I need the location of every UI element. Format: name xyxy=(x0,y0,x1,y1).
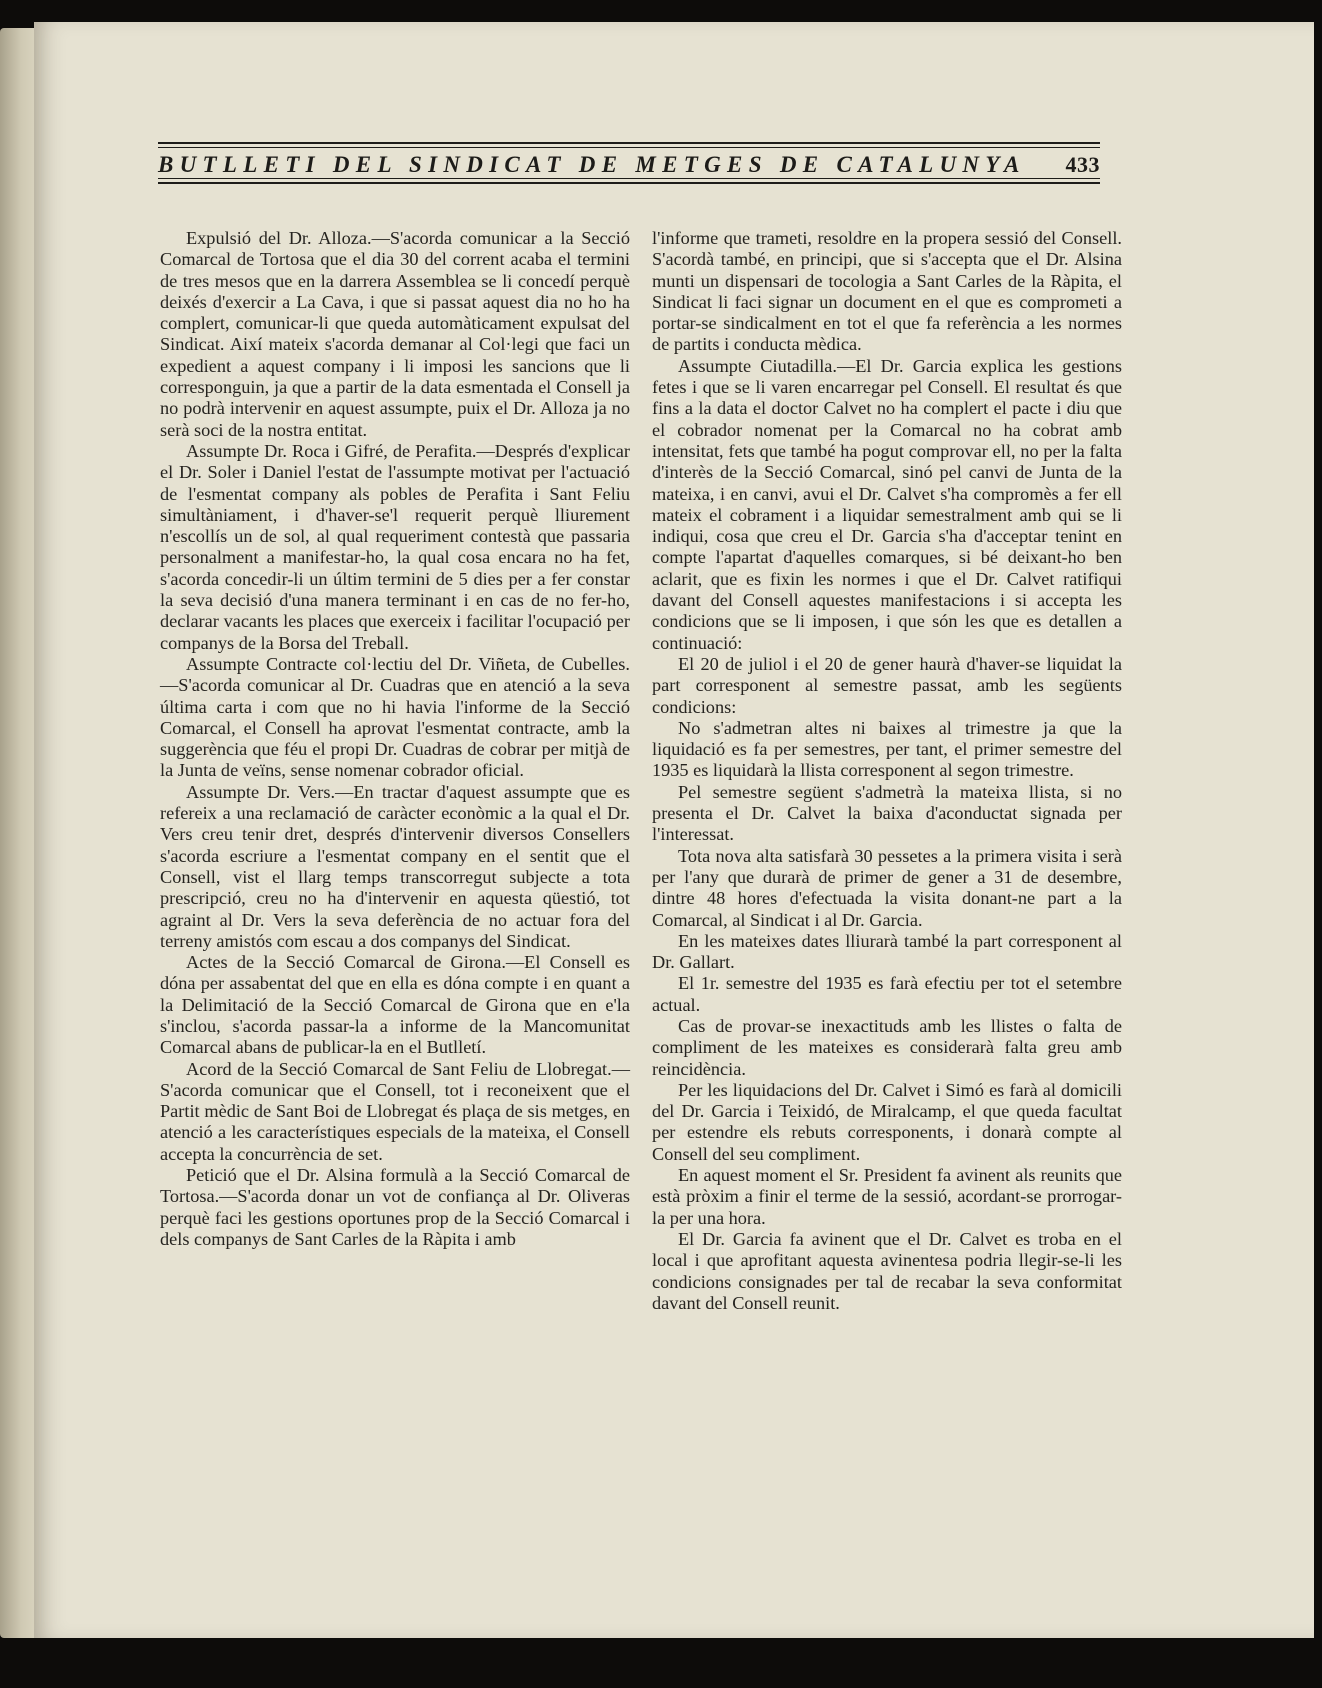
paragraph-roca-gifre: Assumpte Dr. Roca i Gifré, de Perafita.—Després d'explicar el Dr. Soler i Daniel l'estat de l'assumpte motivat per l'actuació de l'esmentat company als pobles de Perafita i Sant Feliu simultàniament, i d'haver-se'l requerit perquè lliurement n'escollís un de sol, al qual requeriment contestà que passaria personalment a manifestar-ho, la qual cosa encara no ha fet, s'acorda concedir-li un últim termini de 5 dies per a fer constar la seva decisió d'una manera terminant i en cas de no fer-ho, declarar vacants les places que exerceix i facilitar l'ocupació per companys de la Borsa del Treball. xyxy=(160,440,630,653)
paragraph-dr-gallart: En les mateixes dates lliurarà també la part corresponent al Dr. Gallart. xyxy=(652,930,1122,973)
paragraph-ciutadilla: Assumpte Ciutadilla.—El Dr. Garcia explica les gestions fetes i que se li varen encarregar pel Consell. El resultat és que fins a la data el doctor Calvet no ha complert el pacte i diu que el cobrador nomenat per la Comarcal no ha cobrat amb intensitat, fets que també ha pogut comprovar ell, no per la falta d'interès de la Secció Comarcal, sinó pel canvi de Junta de la mateixa, i en canvi, avui el Dr. Calvet s'ha compromès a fer ell mateix el cobrament i a liquidar semestralment amb qui se li indiqui, cosa que creu el Dr. Garcia s'ha d'acceptar tenint en compte l'apartat d'aquelles comarques, si bé deixant-ho ben aclarit, que es fixin les normes i que el Dr. Calvet ratifiqui davant del Consell aquestes manifestacions i si accepta les condicions que se li imposen, i que són les que es detallen a continuació: xyxy=(652,355,1122,653)
paragraph-dr-calvet-local: El Dr. Garcia fa avinent que el Dr. Calvet es troba en el local i que aprofitant aquesta avinentesa podria llegir-se-li les condicions consignades per tal de recabar la seva conformitat davant del Consell reunit. xyxy=(652,1228,1122,1313)
paragraph-liquidacio-dates: El 20 de juliol i el 20 de gener haurà d'haver-se liquidat la part corresponent al semestre passat, amb les següents condicions: xyxy=(652,653,1122,717)
paragraph-president: En aquest moment el Sr. President fa avinent als reunits que està pròxim a finir el terme de la sessió, acordant-se prorrogar-la per una hora. xyxy=(652,1165,1122,1228)
left-column xyxy=(160,228,630,1250)
paragraph-inexactituds: Cas de provar-se inexactituds amb les llistes o falta de compliment de les mateixes es considerarà falta greu amb reincidència. xyxy=(652,1015,1122,1079)
paragraph-expulsio-alloza: Expulsió del Dr. Alloza.—S'acorda comunicar a la Secció Comarcal de Tortosa que el dia 30 del corrent acaba el termini de tres mesos que en la darrera Assemblea se li concedí perquè deixés d'exercir a La Cava, i que si passat aquest dia no ho ha complert, comunicar-li que queda automàticament expulsat del Sindicat. Així mateix s'acorda demanar al Col·legi que faci un expedient a aquest company i li imposi les sancions que li corresponguin, ja que a partir de la data esmentada el Consell ja no podrà intervenir en aquest assumpte, puix el Dr. Alloza ja no serà soci de la nostra entitat. xyxy=(160,228,630,440)
journal-title: BUTLLETI DEL SINDICAT DE METGES DE CATALUNYA xyxy=(158,152,1026,177)
paragraph-continuation: l'informe que trameti, resoldre en la propera sessió del Consell. S'acordà també, en principi, que si s'accepta que el Dr. Alsina munti un dispensari de tocologia a Sant Carles de la Ràpita, el Sindicat li faci signar un document en el que es comprometi a portar-se sindicalment en tot el que fa referència a les normes de partits i conducta mèdica. xyxy=(652,228,1122,355)
paragraph-dr-vers: Assumpte Dr. Vers.—En tractar d'aquest assumpte que es refereix a una reclamació de caràcter econòmic a la qual el Dr. Vers creu tenir dret, després d'intervenir diversos Consellers s'acorda escriure a l'esmentat company en el sentit que el Consell, vist el llarg temps transcorregut subjecte a tota prescripció, creu no ha d'intervenir en aquesta qüestió, tot agraint al Dr. Vers la seva deferència de no actuar fora del terreny amistós com escau a dos companys del Sindicat. xyxy=(160,781,630,951)
paragraph-peticio-alsina: Petició que el Dr. Alsina formulà a la Secció Comarcal de Tortosa.—S'acorda donar un vot de confiança al Dr. Oliveras perquè faci les gestions oportunes prop de la Secció Comarcal i dels companys de Sant Carles de la Ràpita i amb xyxy=(160,1165,630,1249)
paragraph-contracte-vineta: Assumpte Contracte col·lectiu del Dr. Viñeta, de Cubelles.—S'acorda comunicar al Dr. Cuadras que en atenció a la seva última carta i com que no hi havia l'informe de la Secció Comarcal, el Consell ha aprovat l'esmentat contracte, amb la suggerència que féu el propi Dr. Cuadras de cobrar per mitjà de la Junta de veïns, sense nomenar cobrador oficial. xyxy=(160,653,630,781)
paragraph-actes-girona: Actes de la Secció Comarcal de Girona.—El Consell es dóna per assabentat del que en ella es dóna compte i en quant a la Delimitació de la Secció Comarcal de Girona que en e'la s'inclou, s'acorda passar-la a informe de la Mancomunitat Comarcal abans de publicar-la en el Butlletí. xyxy=(160,952,630,1058)
right-column xyxy=(652,228,1122,1314)
paragraph-nova-alta: Tota nova alta satisfarà 30 pessetes a la primera visita i serà per l'any que durarà de primer de gener a 31 de desembre, dintre 48 hores d'efectuada la visita donant-ne part a la Comarcal, al Sindicat i al Dr. Garcia. xyxy=(652,845,1122,930)
page-number: 433 xyxy=(1065,152,1100,177)
paragraph-semestre-seguent: Pel semestre següent s'admetrà la mateixa llista, si no presenta el Dr. Calvet la baixa d'aconductat signada per l'interessat. xyxy=(652,781,1122,845)
header-rule-bottom xyxy=(158,182,1100,184)
paragraph-liquidacions-calvet: Per les liquidacions del Dr. Calvet i Simó es farà al domicili del Dr. Garcia i Teixidó, de Miralcamp, el que queda facultat per estendre els rebuts corresponents, i donarà compte al Consell del seu compliment. xyxy=(652,1079,1122,1164)
paragraph-sant-feliu: Acord de la Secció Comarcal de Sant Feliu de Llobregat.—S'acorda comunicar que el Consell, tot i reconeixent que el Partit mèdic de Sant Boi de Llobregat és plaça de sis metges, en atenció a les característiques especials de la mateixa, el Consell accepta la concurrència de set. xyxy=(160,1058,630,1164)
running-header xyxy=(158,142,1100,184)
paragraph-altes-baixes: No s'admetran altes ni baixes al trimestre ja que la liquidació es fa per semestres, per tant, el primer semestre del 1935 es liquidarà la llista corresponent al segon trimestre. xyxy=(652,717,1122,781)
paragraph-primer-semestre: El 1r. semestre del 1935 es farà efectiu per tot el setembre actual. xyxy=(652,973,1122,1015)
header-line xyxy=(158,148,1100,178)
